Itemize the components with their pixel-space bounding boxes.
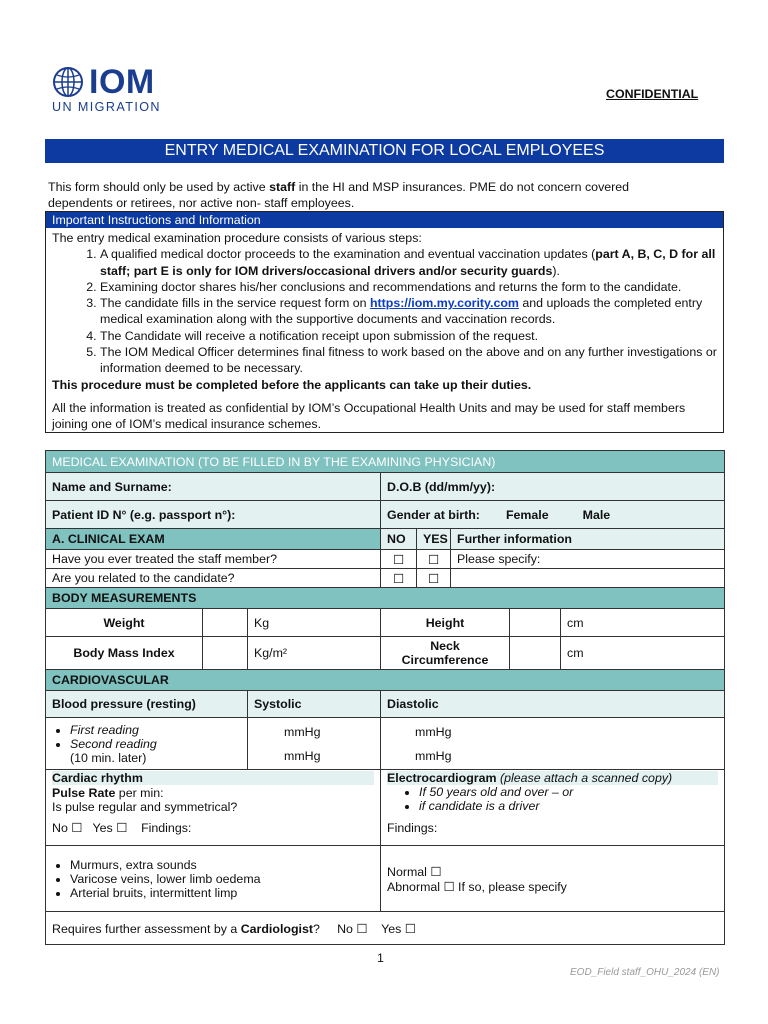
murmurs-item: • Murmurs, extra sounds xyxy=(70,858,374,872)
question-treated: Have you ever treated the staff member? xyxy=(46,550,381,569)
pulse-yes-checkbox[interactable]: ☐ xyxy=(116,821,128,835)
height-label: Height xyxy=(381,609,510,637)
medical-exam-table xyxy=(45,450,725,945)
question-related: Are you related to the candidate? xyxy=(46,569,381,588)
cardiologist-question: Requires further assessment by a Cardiologist? No ☐ Yes ☐ xyxy=(46,912,725,945)
diastolic-input[interactable]: mmHg mmHg xyxy=(381,718,725,770)
neck-input[interactable] xyxy=(510,637,561,670)
normal-option[interactable]: Normal ☐ xyxy=(387,864,442,879)
pulse-rate-field[interactable]: Pulse Rate per min: xyxy=(52,786,164,800)
neck-unit: cm xyxy=(561,637,725,670)
second-reading-label: • Second reading (10 min. later) xyxy=(70,737,241,765)
bp-label: Blood pressure (resting) xyxy=(46,691,248,718)
pulse-regular-question: Is pulse regular and symmetrical? xyxy=(52,800,238,814)
cardiac-rhythm-cell[interactable] xyxy=(46,770,381,846)
first-reading-label: • First reading xyxy=(70,723,241,737)
step-5: 5. The IOM Medical Officer determines final fitness to work based on the above and on any further investigations or information deemed to be necessary. xyxy=(100,344,717,377)
document-code: EOD_Field staff_OHU_2024 (EN) xyxy=(570,967,720,978)
arterial-item: • Arterial bruits, intermittent limp xyxy=(70,886,374,900)
instructions-steps xyxy=(52,246,717,376)
further-info-header: Further information xyxy=(451,529,725,550)
body-measurements-heading: BODY MEASUREMENTS xyxy=(46,588,725,609)
cardio-signs-cell xyxy=(46,846,381,912)
please-specify-field[interactable]: Please specify: xyxy=(451,550,725,569)
pulse-options: No ☐ Yes ☐ Findings: xyxy=(52,821,192,835)
systolic-header: Systolic xyxy=(248,691,381,718)
diastolic-header: Diastolic xyxy=(381,691,725,718)
no-header: NO xyxy=(381,529,417,550)
cority-link[interactable]: https://iom.my.cority.com xyxy=(369,296,519,311)
ecg-bullet-1: • If 50 years old and over – or xyxy=(419,785,718,799)
weight-input[interactable] xyxy=(203,609,248,637)
male-option[interactable]: Male xyxy=(582,507,611,522)
ecg-findings: Findings: xyxy=(387,821,438,835)
normal-abnormal-cell xyxy=(381,846,725,912)
gender-field[interactable]: Gender at birth: Female Male xyxy=(381,501,725,529)
instructions-lead: The entry medical examination procedure consists of various steps: xyxy=(52,231,422,245)
normal-checkbox[interactable]: ☐ xyxy=(430,864,442,879)
cardiovascular-heading: CARDIOVASCULAR xyxy=(46,670,725,691)
weight-unit: Kg xyxy=(248,609,381,637)
cardiologist-no-checkbox[interactable]: ☐ xyxy=(356,921,368,936)
clinical-exam-heading: A. CLINICAL EXAM xyxy=(46,529,381,550)
height-input[interactable] xyxy=(510,609,561,637)
ecg-label: Electrocardiogram (please attach a scanned copy) xyxy=(387,771,718,785)
varicose-item: • Varicose veins, lower limb oedema xyxy=(70,872,374,886)
iom-logo xyxy=(52,64,182,118)
logo-subtitle: UN MIGRATION xyxy=(52,100,161,114)
related-no-checkbox[interactable]: ☐ xyxy=(381,569,417,588)
confidential-note: All the information is treated as confidential by IOM’s Occupational Health Units and may be used for staff members joining one of IOM’s medical insurance schemes. xyxy=(52,400,686,432)
yes-header: YES xyxy=(417,529,451,550)
step-1: 1. A qualified medical doctor proceeds to the examination and eventual vaccination updates (part A, B, C, D for all staff; part E is only for IOM drivers/occasional drivers and/or security guards). xyxy=(100,246,717,279)
related-info-field[interactable] xyxy=(451,569,725,588)
ecg-bullet-2: • if candidate is a driver xyxy=(419,799,718,813)
page-number: 1 xyxy=(377,951,384,965)
weight-label: Weight xyxy=(46,609,203,637)
female-option[interactable]: Female xyxy=(505,507,549,522)
step-3: 3. The candidate fills in the service request form on https://iom.my.cority.com and uploads the completed entry medical examination along with the supportive documents and vaccination records. xyxy=(100,295,717,328)
treated-yes-checkbox[interactable]: ☐ xyxy=(417,550,451,569)
form-title: ENTRY MEDICAL EXAMINATION FOR LOCAL EMPLOYEES xyxy=(45,139,724,163)
dob-field[interactable]: D.O.B (dd/mm/yy): xyxy=(381,473,725,501)
confidential-label: CONFIDENTIAL xyxy=(606,87,699,101)
step-4: 4. The Candidate will receive a notification receipt upon submission of the request. xyxy=(100,328,717,344)
treated-no-checkbox[interactable]: ☐ xyxy=(381,550,417,569)
iom-globe-icon xyxy=(52,66,84,98)
ecg-cell[interactable] xyxy=(381,770,725,846)
instructions-box xyxy=(45,211,724,433)
bmi-unit: Kg/m² xyxy=(248,637,381,670)
step-2: 2. Examining doctor shares his/her conclusions and recommendations and returns the form to the candidate. xyxy=(100,279,717,295)
cardiac-rhythm-label: Cardiac rhythm xyxy=(52,771,374,785)
bmi-input[interactable] xyxy=(203,637,248,670)
related-yes-checkbox[interactable]: ☐ xyxy=(417,569,451,588)
pulse-no-checkbox[interactable]: ☐ xyxy=(71,821,83,835)
cardiologist-yes-checkbox[interactable]: ☐ xyxy=(404,921,416,936)
systolic-input[interactable]: mmHg mmHg xyxy=(248,718,381,770)
height-unit: cm xyxy=(561,609,725,637)
bold-note: This procedure must be completed before the applicants can take up their duties. xyxy=(52,377,532,392)
name-field[interactable]: Name and Surname: xyxy=(46,473,381,501)
section-title: MEDICAL EXAMINATION (TO BE FILLED IN BY THE EXAMINING PHYSICIAN) xyxy=(46,451,725,473)
abnormal-option[interactable]: Abnormal ☐ If so, please specify xyxy=(387,879,567,894)
patient-id-field[interactable]: Patient ID N° (e.g. passport n°): xyxy=(46,501,381,529)
intro-text: This form should only be used by active staff in the HI and MSP insurances. PME do not concern covered dependents or retirees, nor active non- staff employees. xyxy=(48,180,630,210)
logo-text: IOM xyxy=(89,63,155,101)
neck-label: Neck Circumference xyxy=(381,637,510,670)
bmi-label: Body Mass Index xyxy=(46,637,203,670)
instructions-heading: Important Instructions and Information xyxy=(46,212,723,228)
readings-labels xyxy=(46,718,248,770)
abnormal-checkbox[interactable]: ☐ xyxy=(443,879,455,894)
